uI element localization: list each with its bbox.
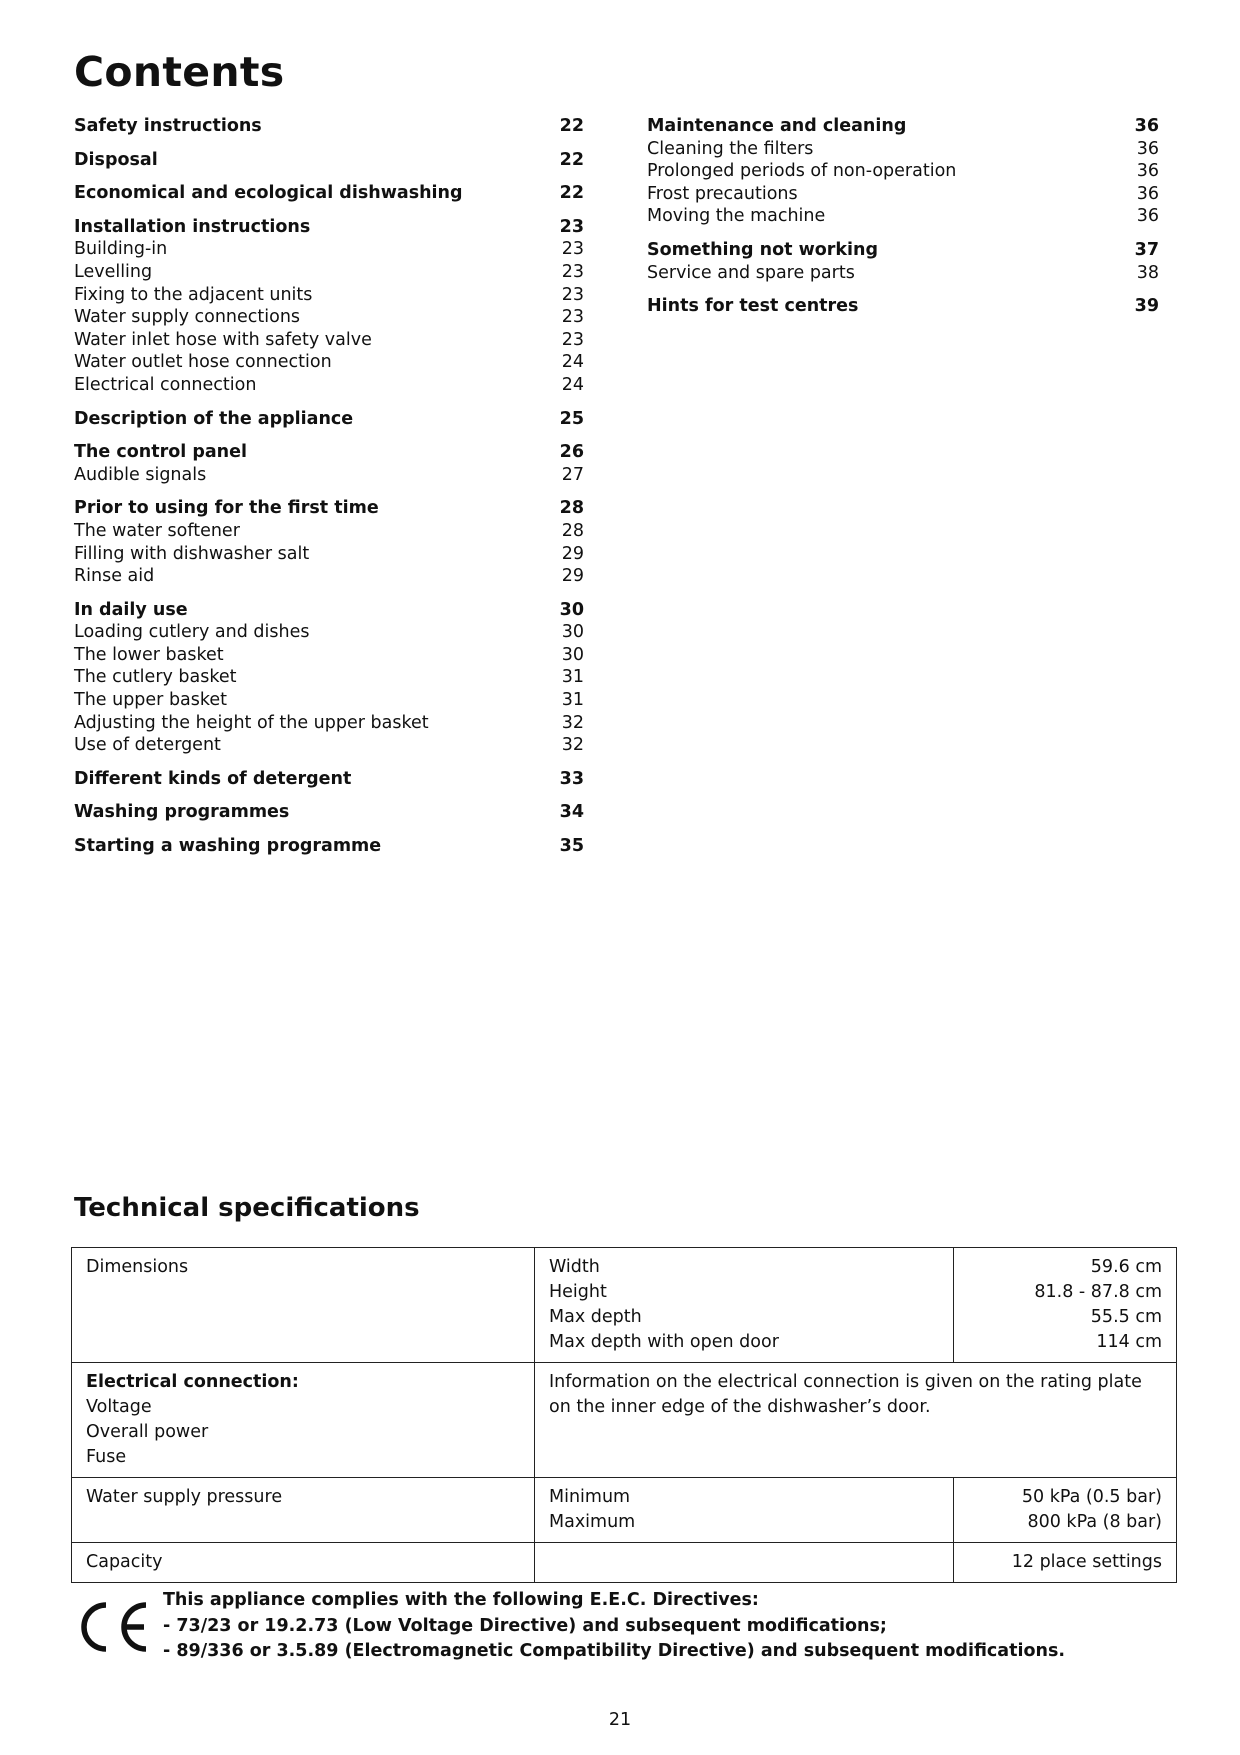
- toc-page-number: 35: [559, 836, 584, 857]
- toc-entry-label: Fixing to the adjacent units: [74, 284, 313, 305]
- toc-entry: [74, 329, 584, 352]
- toc-page-number: 34: [559, 802, 584, 823]
- toc-page-number: 38: [1136, 262, 1159, 283]
- toc-section: [74, 441, 584, 486]
- toc-heading: [74, 408, 584, 431]
- toc-page-number: 33: [559, 768, 584, 789]
- toc-entry: [74, 374, 584, 397]
- toc-entry: [74, 520, 584, 543]
- toc-heading-label: In daily use: [74, 599, 188, 620]
- toc-entry-label: Prolonged periods of non-operation: [647, 161, 957, 182]
- toc-page-number: 36: [1136, 161, 1159, 182]
- toc-heading: [74, 768, 584, 791]
- toc-entry-label: Rinse aid: [74, 566, 155, 587]
- toc-heading-label: Starting a washing programme: [74, 836, 382, 857]
- toc-entry: [74, 734, 584, 757]
- toc-page-number: 31: [561, 667, 584, 688]
- toc-page-number: 36: [1136, 206, 1159, 227]
- toc-heading: [74, 115, 584, 138]
- toc-page-number: 32: [561, 712, 584, 733]
- pressure-name: Minimum: [549, 1487, 631, 1507]
- toc-section: [74, 599, 584, 757]
- toc-entry: [647, 160, 1159, 183]
- capacity-label: Capacity: [72, 1543, 535, 1583]
- toc-entry-label: Service and spare parts: [647, 262, 855, 283]
- specs-row-dimensions: [72, 1248, 1177, 1363]
- toc-heading: [647, 239, 1159, 262]
- directives-line: - 73/23 or 19.2.73 (Low Voltage Directive) and subsequent modifications;: [163, 1615, 887, 1636]
- toc-page-number: 23: [561, 284, 584, 305]
- toc-page-number: 24: [561, 374, 584, 395]
- toc-entry: [74, 712, 584, 735]
- toc-section: [74, 801, 584, 824]
- dimensions-values: [954, 1248, 1177, 1363]
- electrical-label: [72, 1363, 535, 1478]
- toc-heading: [74, 149, 584, 172]
- toc-heading-label: Maintenance and cleaning: [647, 116, 907, 136]
- toc-entry: [74, 644, 584, 667]
- toc-entry-label: Moving the machine: [647, 206, 826, 227]
- electrical-info: Information on the electrical connection is given on the rating plate on the inner edge of the dishwasher’s door.: [535, 1363, 1177, 1478]
- toc-page-number: 30: [559, 599, 584, 620]
- toc-entry-label: Filling with dishwasher salt: [74, 543, 310, 564]
- page-number: 21: [608, 1710, 632, 1730]
- toc-page-number: 36: [1136, 183, 1159, 204]
- directives-line: - 89/336 or 3.5.89 (Electromagnetic Compatibility Directive) and subsequent modifications.: [163, 1641, 1066, 1661]
- dimension-value: 59.6 cm: [1090, 1257, 1162, 1277]
- toc-entry-label: The upper basket: [74, 690, 228, 711]
- toc-heading-label: Disposal: [74, 149, 158, 170]
- toc-entry-label: The water softener: [74, 520, 240, 541]
- toc-entry: [74, 261, 584, 284]
- toc-entry-label: Loading cutlery and dishes: [74, 622, 310, 643]
- specs-row-pressure: [72, 1478, 1177, 1543]
- toc-entry: [74, 284, 584, 307]
- electrical-heading: Electrical connection:: [86, 1372, 299, 1392]
- toc-heading: [647, 295, 1159, 318]
- toc-entry: [74, 565, 584, 588]
- toc-right-column: [647, 115, 1159, 329]
- toc-entry-label: Water supply connections: [74, 307, 301, 328]
- toc-page-number: 22: [559, 183, 584, 204]
- toc-page-number: 29: [561, 566, 584, 587]
- toc-entry: [647, 183, 1159, 206]
- electrical-item: Voltage: [86, 1397, 152, 1417]
- toc-entry: [647, 262, 1159, 285]
- toc-entry: [74, 351, 584, 374]
- toc-page-number: 25: [559, 408, 584, 429]
- toc-section: [74, 216, 584, 397]
- toc-entry: [74, 306, 584, 329]
- dimension-name: Width: [549, 1257, 600, 1277]
- ce-mark-icon: [76, 1597, 154, 1657]
- toc-heading: [74, 182, 584, 205]
- directives-notice: [163, 1588, 1065, 1665]
- toc-page-number: 36: [1134, 116, 1159, 136]
- toc-heading-label: Safety instructions: [74, 116, 262, 136]
- dimension-name: Height: [549, 1282, 607, 1302]
- toc-entry: [74, 238, 584, 261]
- toc-page-number: 23: [561, 239, 584, 260]
- toc-page-number: 32: [561, 735, 584, 756]
- toc-entry-label: Cleaning the filters: [647, 138, 814, 159]
- toc-entry-label: The lower basket: [74, 644, 224, 665]
- toc-entry-label: The cutlery basket: [74, 667, 237, 688]
- pressure-value: 800 kPa (8 bar): [1027, 1512, 1162, 1532]
- toc-page-number: 27: [561, 464, 584, 485]
- toc-entry-label: Water outlet hose connection: [74, 352, 332, 373]
- toc-heading: [74, 599, 584, 622]
- toc-heading-label: Prior to using for the first time: [74, 498, 379, 519]
- toc-entry-label: Use of detergent: [74, 735, 221, 756]
- dimension-name: Max depth: [549, 1307, 642, 1327]
- toc-heading-label: Washing programmes: [74, 802, 290, 823]
- specs-row-capacity: [72, 1543, 1177, 1583]
- toc-page-number: 28: [559, 498, 584, 519]
- dimensions-label: Dimensions: [72, 1248, 535, 1363]
- toc-heading-label: Something not working: [647, 239, 879, 260]
- toc-section: [74, 497, 584, 587]
- toc-entry-label: Building-in: [74, 239, 168, 260]
- pressure-value: 50 kPa (0.5 bar): [1021, 1487, 1162, 1507]
- toc-heading-label: Different kinds of detergent: [74, 768, 352, 789]
- toc-section: [74, 408, 584, 431]
- toc-page-number: 31: [561, 690, 584, 711]
- toc-section: [74, 115, 584, 138]
- toc-entry: [74, 464, 584, 487]
- toc-heading: [74, 216, 584, 239]
- toc-section: [647, 239, 1159, 284]
- pressure-names: [535, 1478, 954, 1543]
- toc-entry: [647, 205, 1159, 228]
- toc-section: [74, 182, 584, 205]
- toc-page-number: 29: [561, 543, 584, 564]
- toc-entry-label: Adjusting the height of the upper basket: [74, 712, 429, 733]
- toc-entry-label: Audible signals: [74, 464, 207, 485]
- pressure-name: Maximum: [549, 1512, 636, 1532]
- toc-page-number: 24: [561, 352, 584, 373]
- specs-table: [71, 1247, 1177, 1583]
- dimension-value: 55.5 cm: [1090, 1307, 1162, 1327]
- toc-page-number: 37: [1134, 239, 1159, 260]
- electrical-item: Overall power: [86, 1422, 209, 1442]
- dimension-value: 114 cm: [1096, 1332, 1162, 1352]
- toc-heading-label: Economical and ecological dishwashing: [74, 183, 463, 204]
- toc-section: [74, 835, 584, 858]
- toc-entry-label: Levelling: [74, 261, 153, 282]
- dimensions-names: [535, 1248, 954, 1363]
- toc-entry: [74, 621, 584, 644]
- capacity-empty-cell: [535, 1543, 954, 1583]
- toc-page-number: 23: [561, 307, 584, 328]
- specs-row-electrical: [72, 1363, 1177, 1478]
- toc-section: [647, 295, 1159, 318]
- toc-page-number: 23: [561, 329, 584, 350]
- toc-section: [647, 115, 1159, 228]
- toc-heading: [647, 115, 1159, 138]
- toc-page-number: 39: [1134, 296, 1159, 317]
- toc-section: [74, 149, 584, 172]
- toc-page-number: 30: [561, 622, 584, 643]
- toc-heading: [74, 801, 584, 824]
- toc-heading-label: Description of the appliance: [74, 408, 354, 429]
- toc-page-number: 22: [559, 149, 584, 170]
- toc-entry: [74, 543, 584, 566]
- toc-section: [74, 768, 584, 791]
- toc-heading: [74, 835, 584, 858]
- toc-page-number: 22: [559, 116, 584, 136]
- toc-page-number: 30: [561, 644, 584, 665]
- toc-page-number: 23: [559, 216, 584, 237]
- toc-entry-label: Water inlet hose with safety valve: [74, 329, 372, 350]
- toc-entry: [74, 689, 584, 712]
- toc-heading-label: Installation instructions: [74, 216, 311, 237]
- toc-left-column: [74, 115, 584, 869]
- specs-title: Technical specifications: [74, 1193, 420, 1223]
- toc-entry: [647, 138, 1159, 161]
- toc-heading: [74, 441, 584, 464]
- dimension-value: 81.8 - 87.8 cm: [1034, 1282, 1162, 1302]
- directives-line: This appliance complies with the following E.E.C. Directives:: [163, 1590, 759, 1610]
- dimension-name: Max depth with open door: [549, 1332, 779, 1352]
- electrical-item: Fuse: [86, 1447, 127, 1467]
- toc-page-number: 23: [561, 261, 584, 282]
- toc-page-number: 36: [1136, 138, 1159, 159]
- toc-heading: [74, 497, 584, 520]
- page-title: Contents: [74, 48, 285, 96]
- toc-page-number: 28: [561, 520, 584, 541]
- toc-heading-label: The control panel: [74, 442, 247, 463]
- toc-heading-label: Hints for test centres: [647, 296, 859, 317]
- capacity-value: 12 place settings: [954, 1543, 1177, 1583]
- toc-entry-label: Electrical connection: [74, 374, 257, 395]
- toc-page-number: 26: [559, 442, 584, 463]
- pressure-values: [954, 1478, 1177, 1543]
- toc-entry: [74, 666, 584, 689]
- toc-entry-label: Frost precautions: [647, 183, 798, 204]
- pressure-label: Water supply pressure: [72, 1478, 535, 1543]
